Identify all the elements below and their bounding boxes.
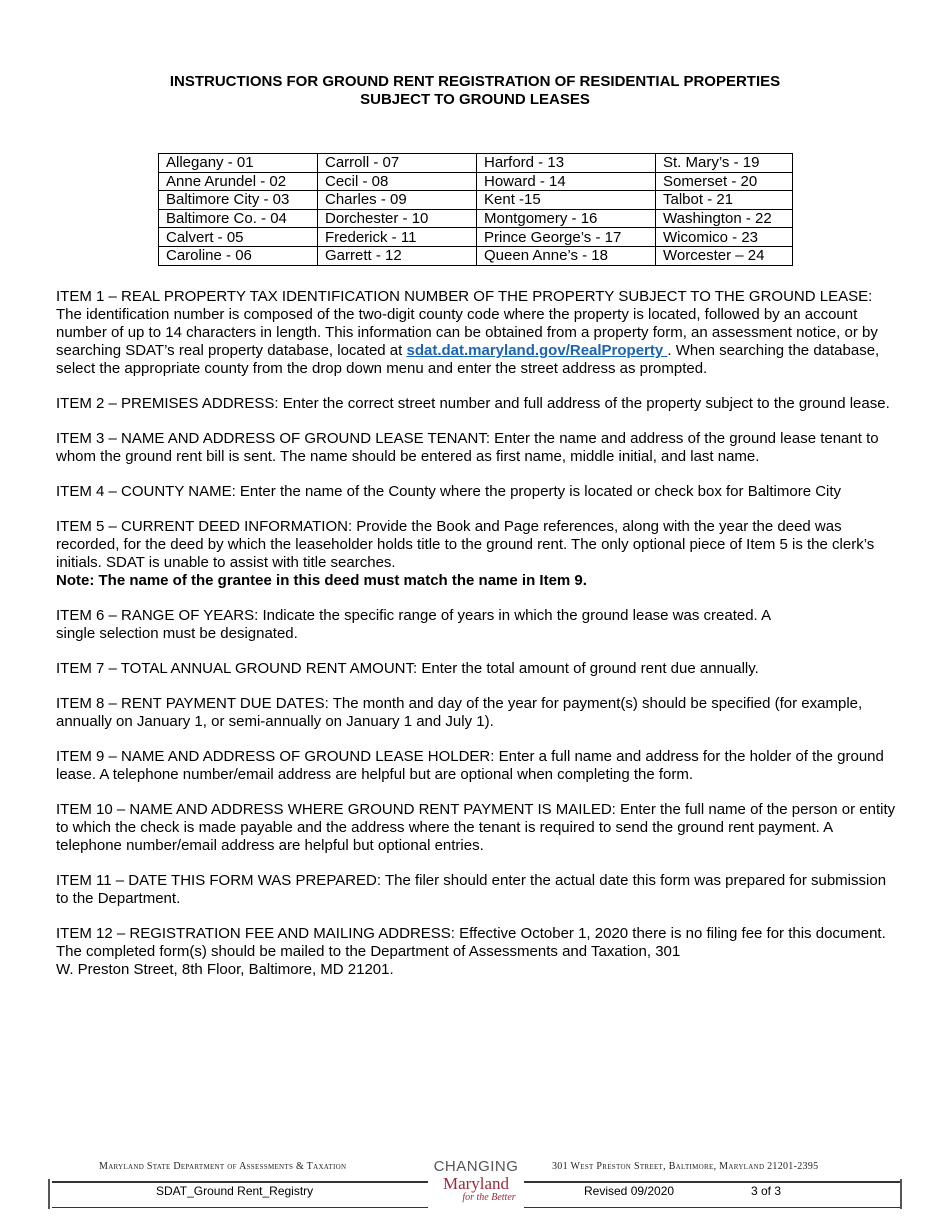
item-5: ITEM 5 – CURRENT DEED INFORMATION: Provide the Book and Page references, along with the year the deed was recorded, for the deed by which the leaseholder holds title to the ground rent. The only optional piece of Item 5 is the clerk’s initials. SDAT is unable to assist with title searches. xyxy=(56,518,875,571)
table-row xyxy=(159,191,793,210)
county-code-cell: Cecil - 08 xyxy=(318,172,477,191)
table-row xyxy=(159,209,793,228)
real-property-link[interactable]: sdat.dat.maryland.gov/RealProperty xyxy=(406,342,668,359)
item-2: ITEM 2 – PREMISES ADDRESS: Enter the correct street number and full address of the property subject to the ground lease. xyxy=(56,395,890,412)
table-row xyxy=(159,246,793,265)
item-6 xyxy=(56,607,896,643)
item-7: ITEM 7 – TOTAL ANNUAL GROUND RENT AMOUNT: Enter the total amount of ground rent due annually. xyxy=(56,660,759,677)
item-4: ITEM 4 – COUNTY NAME: Enter the name of the County where the property is located or check box for Baltimore City xyxy=(56,483,842,500)
county-code-cell: Talbot - 21 xyxy=(656,191,793,210)
table-row xyxy=(159,172,793,191)
county-code-cell: Wicomico - 23 xyxy=(656,228,793,247)
county-code-cell: Frederick - 11 xyxy=(318,228,477,247)
county-code-cell: Howard - 14 xyxy=(477,172,656,191)
table-row xyxy=(159,154,793,173)
county-code-cell: Caroline - 06 xyxy=(159,246,318,265)
county-code-cell: Baltimore City - 03 xyxy=(159,191,318,210)
footer-address: 301 West Preston Street, Baltimore, Maryland 21201-2395 xyxy=(552,1161,819,1172)
county-code-cell: Calvert - 05 xyxy=(159,228,318,247)
county-table-body xyxy=(159,154,793,266)
county-code-cell: Anne Arundel - 02 xyxy=(159,172,318,191)
item-10: ITEM 10 – NAME AND ADDRESS WHERE GROUND RENT PAYMENT IS MAILED: Enter the full name of the person or entity to which the check is made payable and the address where the tenant is required to send the ground rent payment. A telephone number/email address are helpful but optional entries. xyxy=(56,801,896,854)
county-code-cell: Washington - 22 xyxy=(656,209,793,228)
footer-page-number: 3 of 3 xyxy=(751,1184,782,1198)
county-code-cell: Queen Anne’s - 18 xyxy=(477,246,656,265)
logo-line-1: CHANGING xyxy=(433,1158,519,1175)
changing-maryland-logo xyxy=(428,1158,524,1213)
item-12 xyxy=(56,925,896,979)
county-code-cell: Harford - 13 xyxy=(477,154,656,173)
county-code-cell: Baltimore Co. - 04 xyxy=(159,209,318,228)
county-code-cell: Worcester – 24 xyxy=(656,246,793,265)
footer-agency: Maryland State Department of Assessments & Taxation xyxy=(99,1161,347,1172)
item-12-line-1: ITEM 12 – REGISTRATION FEE AND MAILING ADDRESS: Effective October 1, 2020 there is no filing fee for this document. The completed form(s) should be mailed to the Department of Assessments and Taxation, 301 xyxy=(56,925,886,960)
county-code-cell: Allegany - 01 xyxy=(159,154,318,173)
title-line-1: INSTRUCTIONS FOR GROUND RENT REGISTRATION OF RESIDENTIAL PROPERTIES xyxy=(169,73,781,90)
table-row xyxy=(159,228,793,247)
item-5-note: Note: The name of the grantee in this deed must match the name in Item 9. xyxy=(56,572,587,589)
item-11: ITEM 11 – DATE THIS FORM WAS PREPARED: The filer should enter the actual date this form was prepared for submission to the Department. xyxy=(56,872,887,907)
item-6-line-2: single selection must be designated. xyxy=(56,625,298,642)
item-1-text: ITEM 1 – REAL PROPERTY TAX IDENTIFICATION NUMBER OF THE PROPERTY SUBJECT TO THE GROUND LEASE: The identification number is composed of the two-digit county code where the property is located, followed by an account number of up to 14 characters in length. This information can be obtained from a property form, an assessment notice, or by searching SDAT’s real property database, located at xyxy=(56,288,878,359)
footer-doc-name: SDAT_Ground Rent_Registry xyxy=(156,1184,314,1198)
logo-line-3: for the Better xyxy=(462,1192,516,1203)
item-8: ITEM 8 – RENT PAYMENT DUE DATES: The month and day of the year for payment(s) should be specified (for example, annually on January 1, or semi-annually on January 1 and July 1). xyxy=(56,695,863,730)
county-code-cell: Carroll - 07 xyxy=(318,154,477,173)
item-12-line-2: W. Preston Street, 8th Floor, Baltimore, MD 21201. xyxy=(56,961,394,978)
page-footer xyxy=(0,1155,950,1215)
county-code-cell: Dorchester - 10 xyxy=(318,209,477,228)
item-1-text-end: . When searching the database, select the appropriate county from the drop down menu and enter the street address as prompted. xyxy=(56,342,880,377)
logo-line-2: Maryland xyxy=(442,1174,510,1193)
county-code-cell: Somerset - 20 xyxy=(656,172,793,191)
title-line-2: SUBJECT TO GROUND LEASES xyxy=(360,91,590,108)
county-code-table xyxy=(158,153,793,266)
footer-revised: Revised 09/2020 xyxy=(584,1184,675,1198)
county-code-cell: St. Mary’s - 19 xyxy=(656,154,793,173)
instructions-list xyxy=(56,288,896,996)
county-code-cell: Charles - 09 xyxy=(318,191,477,210)
county-code-cell: Prince George’s - 17 xyxy=(477,228,656,247)
footer-border-left xyxy=(48,1179,50,1209)
footer-border-right xyxy=(900,1179,902,1209)
county-code-cell: Montgomery - 16 xyxy=(477,209,656,228)
item-1 xyxy=(56,288,896,378)
item-9: ITEM 9 – NAME AND ADDRESS OF GROUND LEASE HOLDER: Enter a full name and address for the holder of the ground lease. A telephone number/email address are helpful but are optional when completing the form. xyxy=(56,748,884,783)
item-3: ITEM 3 – NAME AND ADDRESS OF GROUND LEASE TENANT: Enter the name and address of the ground lease tenant to whom the ground rent bill is sent. The name should be entered as first name, middle initial, and last name. xyxy=(56,430,879,465)
page-title xyxy=(0,73,950,109)
county-code-cell: Garrett - 12 xyxy=(318,246,477,265)
item-6-line-1: ITEM 6 – RANGE OF YEARS: Indicate the specific range of years in which the ground lease was created. A xyxy=(56,607,772,624)
county-code-cell: Kent -15 xyxy=(477,191,656,210)
